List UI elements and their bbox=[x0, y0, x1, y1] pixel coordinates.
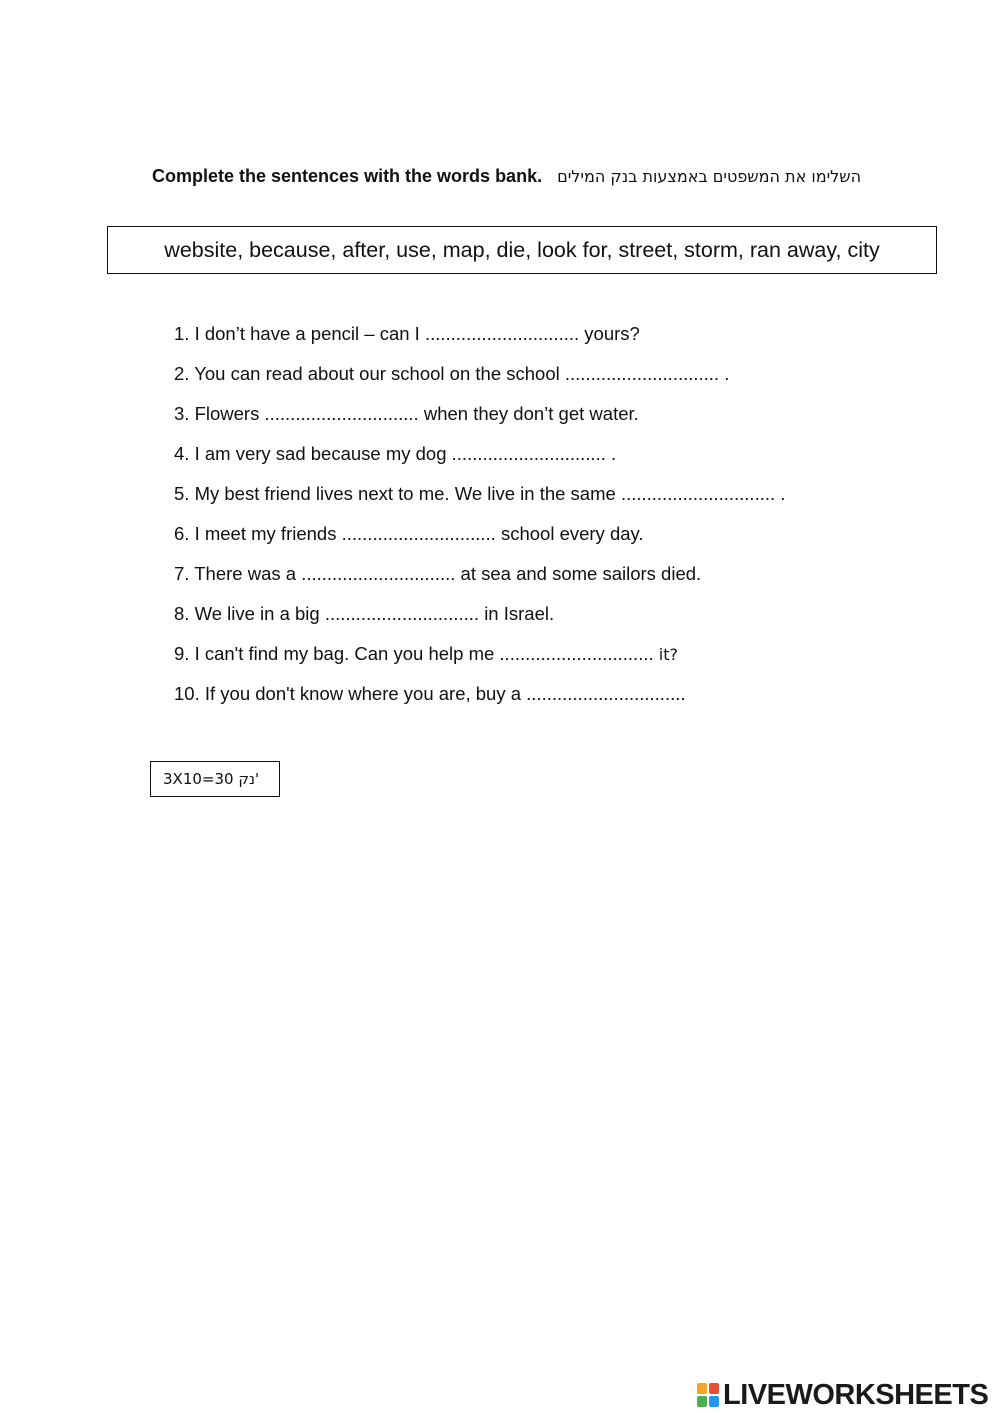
answer-blank[interactable]: ............................... bbox=[526, 683, 686, 704]
sentence-number: 2. bbox=[174, 363, 190, 384]
sentence-10 bbox=[174, 680, 785, 720]
answer-blank[interactable]: .............................. bbox=[451, 443, 606, 464]
sentence-text-after: in Israel. bbox=[484, 603, 555, 624]
instructions-english: Complete the sentences with the words bank. bbox=[152, 166, 543, 186]
sentence-text-before: My best friend lives next to me. We live in the same bbox=[194, 483, 616, 504]
sentence-number: 9. bbox=[174, 643, 190, 664]
instructions-hebrew: השלימו את המשפטים באמצעות בנק המילים bbox=[557, 167, 862, 186]
answer-blank[interactable]: .............................. bbox=[620, 483, 776, 504]
sentence-text-after: at sea and some sailors died. bbox=[460, 563, 702, 584]
logo-icon bbox=[697, 1383, 719, 1407]
sentence-text-before: If you don't know where you are, buy a bbox=[204, 683, 522, 704]
sentence-text-before: I am very sad because my dog bbox=[194, 443, 447, 464]
sentence-number: 6. bbox=[174, 523, 190, 544]
sentence-list bbox=[174, 320, 785, 720]
liveworksheets-logo bbox=[697, 1380, 988, 1410]
answer-blank[interactable]: .............................. bbox=[424, 323, 580, 344]
answer-blank[interactable]: .............................. bbox=[264, 403, 419, 424]
sentence-number: 7. bbox=[174, 563, 190, 584]
logo-square-3 bbox=[697, 1396, 707, 1407]
sentence-text-before: We live in a big bbox=[194, 603, 320, 624]
answer-blank[interactable]: .............................. bbox=[499, 643, 654, 664]
answer-blank[interactable]: .............................. bbox=[301, 563, 456, 584]
sentence-number: 10. bbox=[174, 683, 200, 704]
sentence-text-before: Flowers bbox=[194, 403, 260, 424]
sentence-text-after: . bbox=[724, 363, 730, 384]
sentence-6 bbox=[174, 520, 785, 560]
sentence-4 bbox=[174, 440, 785, 480]
sentence-text-before: I meet my friends bbox=[194, 523, 337, 544]
sentence-1 bbox=[174, 320, 785, 360]
sentence-text-before: There was a bbox=[194, 563, 297, 584]
sentence-text-after: when they don’t get water. bbox=[423, 403, 639, 424]
sentence-text-before: I don’t have a pencil – can I bbox=[194, 323, 420, 344]
answer-blank[interactable]: .............................. bbox=[324, 603, 480, 624]
logo-text: LIVEWORKSHEETS bbox=[723, 1379, 989, 1411]
sentence-text-after: yours? bbox=[584, 323, 640, 344]
sentence-9 bbox=[174, 640, 785, 680]
sentence-number: 1. bbox=[174, 323, 190, 344]
sentence-text-before: I can't find my bag. Can you help me bbox=[194, 643, 495, 664]
sentence-number: 5. bbox=[174, 483, 190, 504]
word-bank: website, because, after, use, map, die, look for, street, storm, ran away, city bbox=[107, 226, 937, 274]
sentence-number: 4. bbox=[174, 443, 190, 464]
sentence-text-before: You can read about our school on the school bbox=[194, 363, 560, 384]
sentence-8 bbox=[174, 600, 785, 640]
score-text: 3X10=30 נק' bbox=[163, 770, 260, 788]
sentence-text-after: . bbox=[611, 443, 617, 464]
logo-square-4 bbox=[709, 1396, 719, 1407]
sentence-text-after: school every day. bbox=[500, 523, 644, 544]
sentence-5 bbox=[174, 480, 785, 520]
sentence-number: 8. bbox=[174, 603, 190, 624]
score-box bbox=[150, 761, 280, 797]
sentence-text-after: it? bbox=[658, 645, 678, 664]
instructions bbox=[152, 166, 947, 187]
sentence-number: 3. bbox=[174, 403, 190, 424]
answer-blank[interactable]: .............................. bbox=[564, 363, 720, 384]
logo-square-1 bbox=[697, 1383, 707, 1394]
answer-blank[interactable]: .............................. bbox=[341, 523, 496, 544]
sentence-text-after: . bbox=[780, 483, 786, 504]
logo-square-2 bbox=[709, 1383, 719, 1394]
sentence-3 bbox=[174, 400, 785, 440]
sentence-2 bbox=[174, 360, 785, 400]
sentence-7 bbox=[174, 560, 785, 600]
